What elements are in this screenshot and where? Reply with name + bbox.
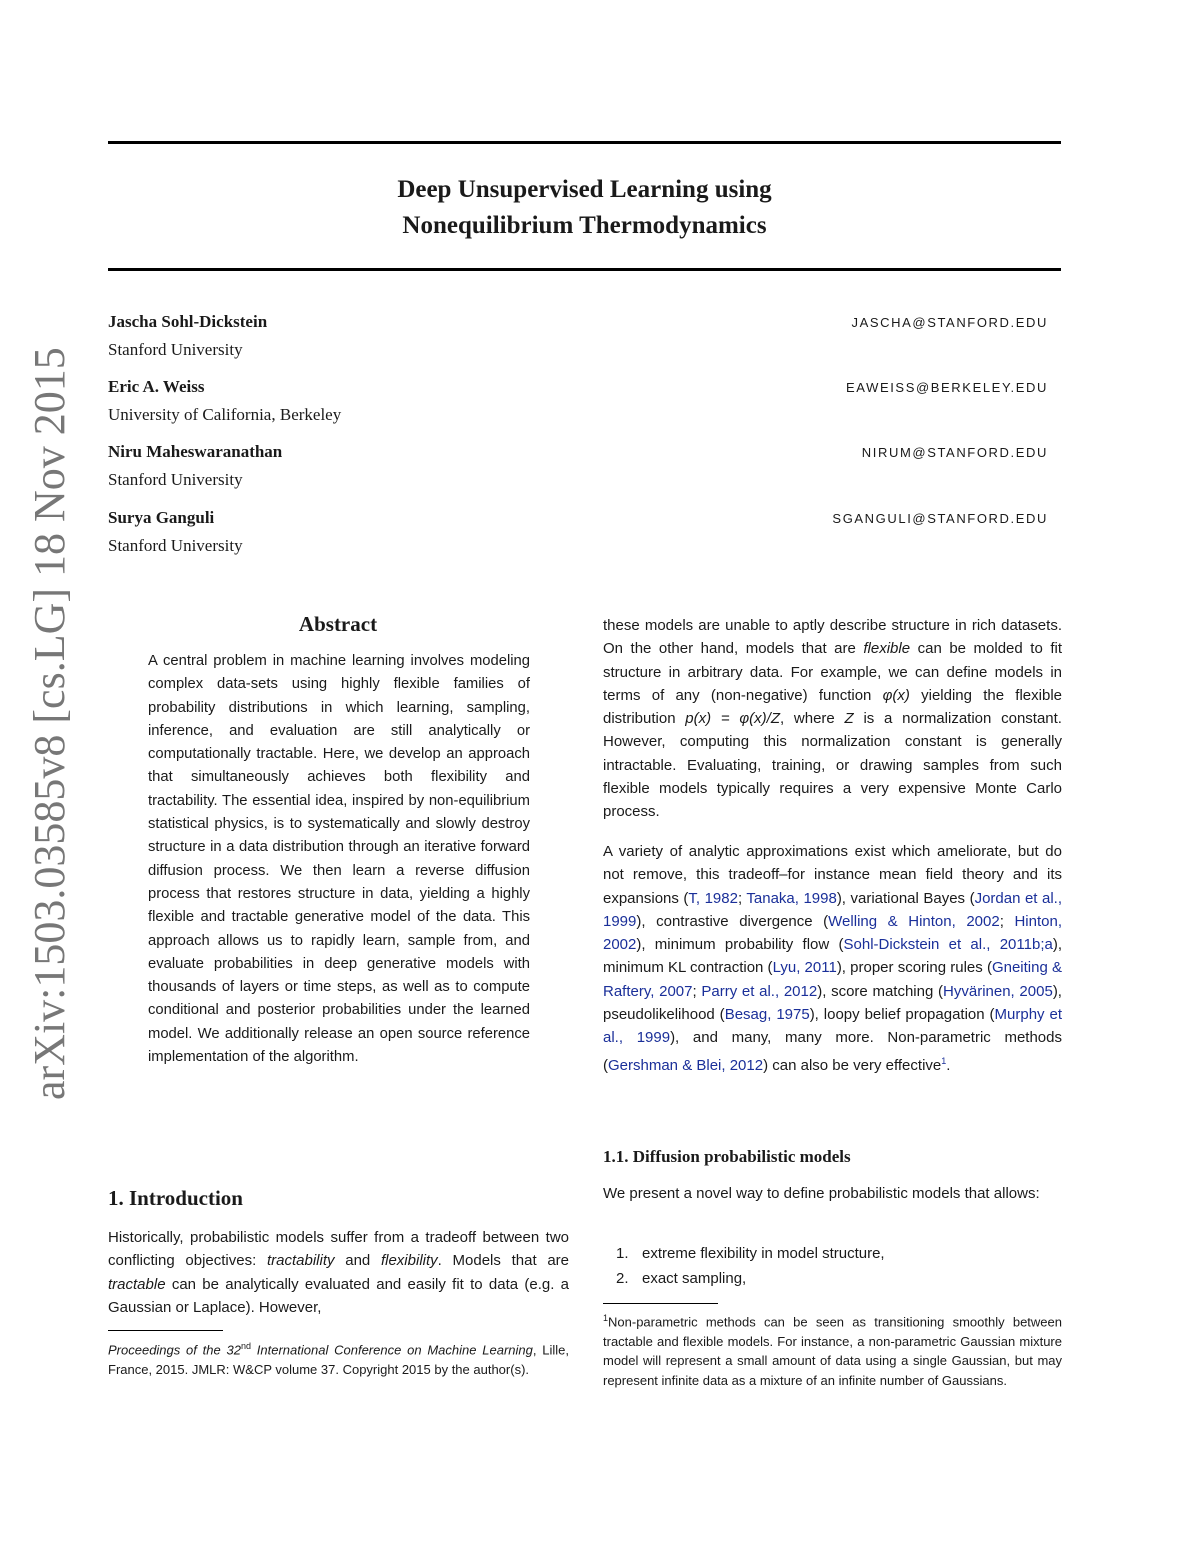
list-item: 2. exact sampling, <box>616 1270 747 1287</box>
author-affiliation: Stanford University <box>108 470 243 489</box>
title-line-2: Nonequilibrium Thermodynamics <box>402 212 767 239</box>
abstract-text: A central problem in machine learning involves modeling complex data-sets using highly flexible families of probability distributions in which learning, sampling, inference, and evaluation are still analytically or computationally tractable. Here, we develop an approach that simultaneously achieves both flexibility and tractability. The essential idea, inspired by non-equilibrium statistical physics, is to systematically and slowly destroy structure in a data distribution through an iterative forward diffusion process. We then learn a reverse diffusion process that restores structure in data, yielding a highly flexible and tractable generative model of the data. This approach allows us to rapidly learn, sample from, and evaluate probabilities in deep generative models with thousands of layers or time steps, as well as to compute conditional and posterior probabilities under the learned model. We additionally release an open source reference implementation of the algorithm. <box>148 653 530 1066</box>
author-affiliation: University of California, Berkeley <box>108 405 342 424</box>
right-paragraph-1: these models are unable to aptly describe structure in rich datasets. On the other hand, models that are flexible can be molded to fit structure in arbitrary data. For example, we can define models in terms of any (non-negative) function φ(x) yielding the flexible distribution p(x) = φ(x)/Z, where Z is a normalization constant. However, computing this normalization constant is generally intractable. Evaluating, training, or drawing samples from such flexible models typically requires a very expensive Monte Carlo process. <box>603 617 1062 821</box>
footnote-rule <box>603 1303 718 1304</box>
citation-link[interactable]: Welling & Hinton, 2002 <box>828 912 1000 930</box>
citation-link[interactable]: Tanaka, 1998 <box>746 889 837 907</box>
subsection-heading: 1.1. Diffusion probabilistic models <box>603 1147 851 1166</box>
title-bottom-rule <box>108 268 1061 271</box>
title-top-rule <box>108 141 1061 144</box>
author-email[interactable]: JASCHA@STANFORD.EDU <box>851 315 1048 330</box>
citation-link[interactable]: Hyvärinen, 2005 <box>943 982 1053 1000</box>
author-name: Niru Maheswaranathan <box>108 442 283 461</box>
author-name: Eric A. Weiss <box>108 377 205 396</box>
paper-title <box>108 172 1061 244</box>
author-email[interactable]: EAWEISS@BERKELEY.EDU <box>846 380 1048 395</box>
title-line-1: Deep Unsupervised Learning using <box>397 176 772 203</box>
author-name: Surya Ganguli <box>108 508 215 527</box>
citation-link[interactable]: Murphy et al., 1999 <box>603 1006 1062 1047</box>
footnote-1: $^1$Non-parametric methods can be seen as transitioning smoothly between tractable and flexible models. For instance, a non-parametric Gaussian mixture model will represent a small amount of data using a single Gaussian, but may represent infinite data as a mixture of an infinite number of Gaussians. <box>603 1313 1062 1388</box>
author-affiliation: Stanford University <box>108 340 243 359</box>
citation-link[interactable]: Gershman & Blei, 2012 <box>608 1056 764 1074</box>
author-email[interactable]: NIRUM@STANFORD.EDU <box>861 445 1048 460</box>
footnote-rule <box>108 1330 223 1331</box>
citation-link[interactable]: Lyu, 2011 <box>772 959 837 977</box>
citation-link[interactable]: Parry et al., 2012 <box>701 982 818 1000</box>
author-affiliation: Stanford University <box>108 536 243 555</box>
citation-link[interactable]: Gneiting & Raftery, 2007 <box>603 959 1063 1000</box>
author-email[interactable]: SGANGULI@STANFORD.EDU <box>832 511 1048 526</box>
proceedings-note: Proceedings of the 32nd International Conference on Machine Learning, Lille, France, 2015. JMLR: W&CP volume 37. Copyright 2015 by the author(s). <box>108 1341 569 1377</box>
citation-link[interactable]: Besag, 1975 <box>724 1006 810 1024</box>
arxiv-stamp: arXiv:1503.03585v8 [cs.LG] 18 Nov 2015 <box>25 347 74 1100</box>
intro-paragraph: Historically, probabilistic models suffer from a tradeoff between two conflicting objectives: tractability and flexibility. Models that are tractable can be analytically evaluated and easily fit to data (e.g. a Gaussian or Laplace). However, <box>108 1229 569 1316</box>
footnote-marker[interactable]: 1 <box>941 1055 947 1066</box>
abstract-heading: Abstract <box>298 612 378 636</box>
citation-link[interactable]: Hinton, 2002 <box>603 912 1062 954</box>
list-item: 1. extreme flexibility in model structure, <box>616 1245 885 1262</box>
right-paragraph-2: A variety of analytic approximations exist which ameliorate, but do not remove, this tradeoff–for instance mean field theory and its expansions (T, 1982; Tanaka, 1998), variational Bayes (Jordan et al., 1999), contrastive divergence (Welling & Hinton, 2002; Hinton, 2002), minimum probability flow (Sohl-Dickstein et al., 2011b;a), minimum KL contraction (Lyu, 2011), proper scoring rules (Gneiting & Raftery, 2007; Parry et al., 2012), score matching (Hyvärinen, 2005), pseudolikelihood (Besag, 1975), loopy belief propagation (Murphy et al., 1999), and many, many more. Non-parametric methods (Gershman & Blei, 2012) can also be very effective$^1$. <box>603 843 1063 1074</box>
citation-link[interactable]: T, 1982 <box>688 889 738 907</box>
citation-link[interactable]: Sohl-Dickstein et al., 2011b;a <box>843 936 1053 954</box>
intro-heading: 1. Introduction <box>108 1186 243 1210</box>
author-name: Jascha Sohl-Dickstein <box>108 312 268 331</box>
citation-link[interactable]: Jordan et al., 1999 <box>603 889 1062 930</box>
right-paragraph-3: We present a novel way to define probabilistic models that allows: <box>603 1185 1040 1202</box>
